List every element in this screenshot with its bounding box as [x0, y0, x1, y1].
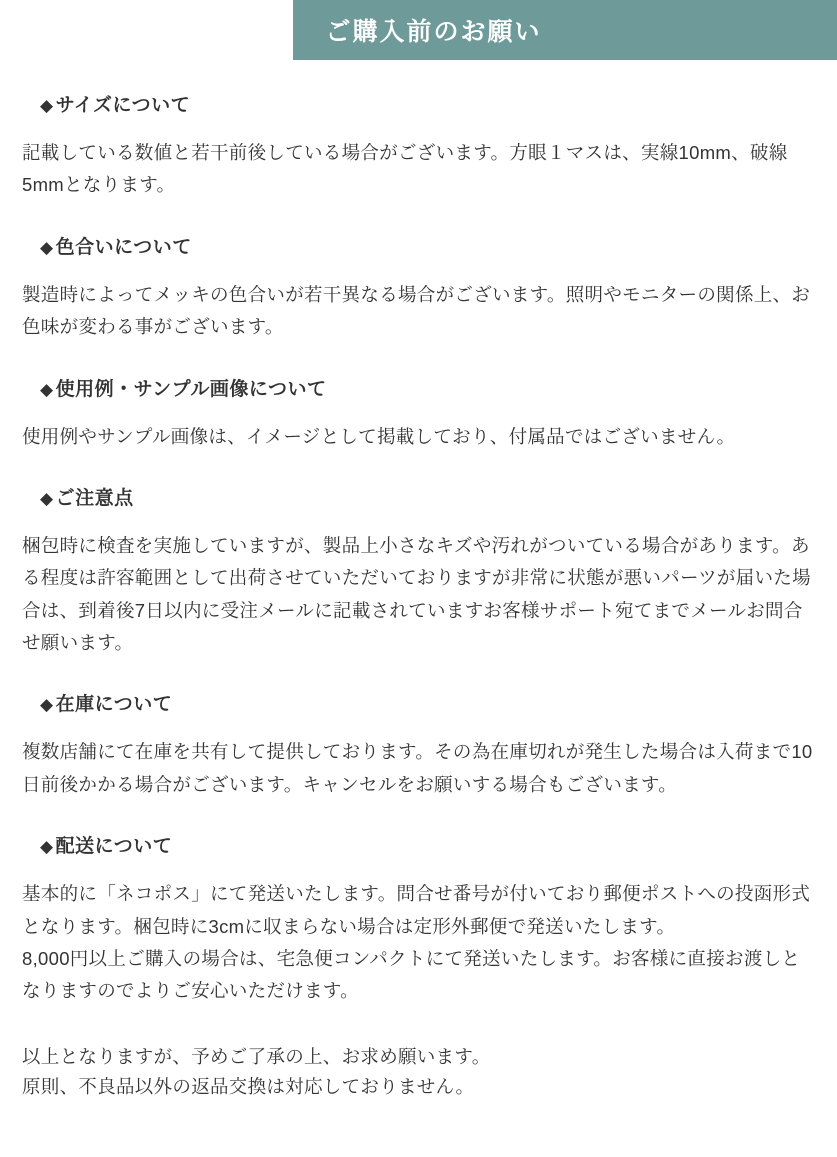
- page-title: ご購入前のお願い: [325, 18, 542, 46]
- section-color: [22, 232, 815, 344]
- section-body-shipping: 基本的に「ネコポス」にて発送いたします。問合せ番号が付いており郵便ポストへの投函形式となります。梱包時に3cmに収まらない場合は定形外郵便で発送いたします。 8,000円以上ご購入の場合は、宅急便コンパクトにて発送いたします。お客様に直接お渡しとなりますのでよりご安心いただけます。: [22, 883, 811, 1002]
- section-heading-shipping: [40, 831, 815, 858]
- section-heading-shipping-label: 配送について: [55, 836, 173, 858]
- section-body-color: 製造時によってメッキの色合いが若干異なる場合がございます。照明やモニターの関係上、お色味が変わる事がございます。: [22, 283, 811, 338]
- section-body-sample-image: 使用例やサンプル画像は、イメージとして掲載しており、付属品ではございません。: [22, 425, 736, 447]
- section-heading-stock: [40, 689, 815, 716]
- section-heading-size-label: サイズについて: [55, 95, 191, 116]
- diamond-bullet-icon: ◆: [40, 379, 54, 399]
- section-heading-sample-image: [40, 374, 815, 401]
- section-body-caution: 梱包時に検査を実施していますが、製品上小さなキズや汚れがついている場合があります。ある程度は許容範囲として出荷させていただいておりますが非常に状態が悪いパーツが届いた場合は、到着後7日以内に受注メールに記載されていますお客様サポート宛てまでメールお問合せ願います。: [22, 534, 811, 653]
- section-caution: [22, 483, 815, 660]
- diamond-bullet-icon: ◆: [40, 837, 54, 857]
- diamond-bullet-icon: ◆: [40, 237, 54, 257]
- section-size: [22, 90, 815, 202]
- diamond-bullet-icon: ◆: [40, 488, 54, 508]
- closing-note: 以上となりますが、予めご了承の上、お求め願います。 原則、不良品以外の返品交換は対応しておりません。: [22, 1045, 491, 1098]
- notice-content: [0, 90, 837, 1113]
- section-heading-caution-label: ご注意点: [55, 487, 134, 509]
- section-body-stock: 複数店舗にて在庫を共有して提供しております。その為在庫切れが発生した場合は入荷まで10日前後かかる場合がございます。キャンセルをお願いする場合もございます。: [22, 741, 813, 795]
- section-heading-stock-label: 在庫について: [55, 694, 173, 716]
- section-heading-sample-image-label: 使用例・サンプル画像について: [55, 378, 327, 400]
- page-header: [0, 0, 837, 60]
- diamond-bullet-icon: ◆: [40, 695, 54, 715]
- section-heading-caution: [40, 483, 815, 510]
- section-heading-size: [40, 90, 815, 117]
- section-shipping: [22, 831, 815, 1008]
- section-body-size: 記載している数値と若干前後している場合がございます。方眼１マスは、実線10mm、破線5mmとなります。: [22, 142, 788, 196]
- section-heading-color-label: 色合いについて: [55, 236, 192, 258]
- header-left-spacer: [0, 0, 293, 60]
- diamond-bullet-icon: ◆: [40, 96, 54, 115]
- section-stock: [22, 689, 815, 801]
- section-heading-color: [40, 232, 815, 259]
- section-sample-image: [22, 374, 815, 453]
